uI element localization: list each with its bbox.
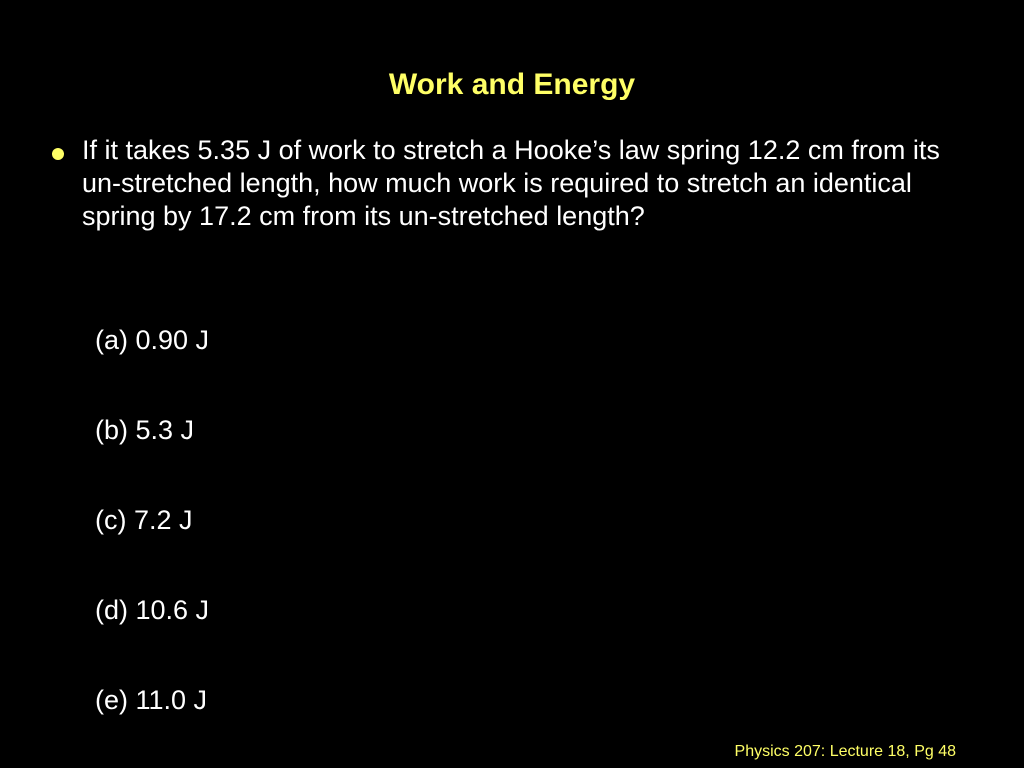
answer-options (95, 318, 209, 768)
bullet-icon (52, 148, 64, 160)
slide-title: Work and Energy (388, 68, 636, 101)
option-a[interactable]: (a) 0.90 J (95, 325, 210, 355)
option-b[interactable]: (b) 5.3 J (95, 415, 195, 445)
question-text: If it takes 5.35 J of work to stretch a Hooke’s law spring 12.2 cm from its un-stretched length, how much work is required to stretch an identical spring by 17.2 cm from its un-stretched length? (82, 135, 940, 231)
option-c[interactable]: (c) 7.2 J (95, 505, 193, 535)
slide-footer: Physics 207: Lecture 18, Pg 48 (734, 743, 956, 760)
option-e[interactable]: (e) 11.0 J (95, 685, 208, 715)
option-d[interactable]: (d) 10.6 J (95, 595, 210, 625)
